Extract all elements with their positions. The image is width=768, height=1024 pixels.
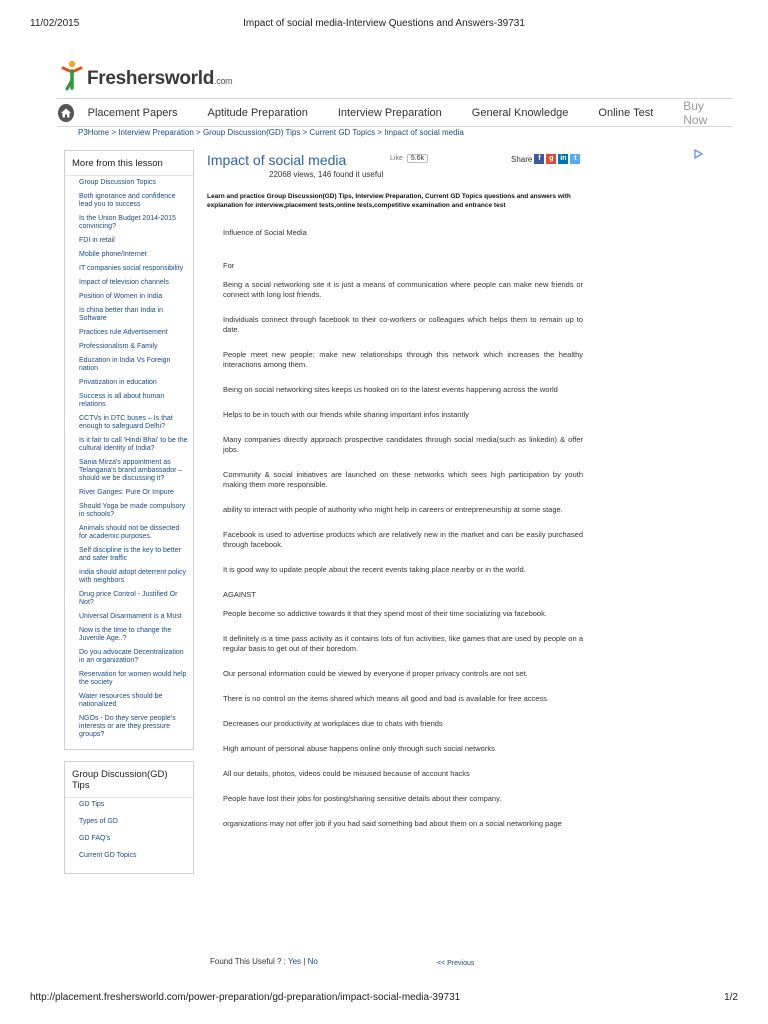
nav-online-test[interactable]: Online Test [598,106,654,119]
for-point: Facebook is used to advertise products which are relatively new in the market and can be easily purchased through facebook. [223,530,583,549]
lesson-link[interactable]: Drug price Control - Justified Or Not? [79,591,178,606]
print-title: Impact of social media-Interview Questions and Answers-39731 [243,18,525,29]
for-points [223,280,583,575]
lesson-link[interactable]: Privatization in education [79,379,157,386]
main-nav [57,98,733,127]
lesson-link[interactable]: Should Yoga be made compulsory in schools? [79,503,186,518]
against-point: People become so addictive towards it that they spend most of their time socializing via facebook. [223,609,547,618]
print-header [30,18,738,32]
lesson-link[interactable]: Universal Disarmament is a Must [79,613,182,620]
lesson-link[interactable]: Group Discussion Topics [79,179,156,186]
logo-text: Freshersworld.com [87,68,233,89]
like-label[interactable]: Like [390,155,403,162]
google-plus-icon[interactable]: g [546,154,556,164]
against-points [223,609,583,829]
useful-label: Found This Useful ? : [210,957,286,966]
lesson-link[interactable]: Animals should not be dissected for academic purposes. [79,525,180,540]
gd-tips-link[interactable]: Current GD Topics [79,852,137,859]
share-label: Share [511,154,533,164]
for-heading: For [223,261,235,270]
for-point: Being a social networking site it is just a means of communication where people can make new friends or connect with long lost friends. [223,280,583,299]
nav-placement-papers[interactable]: Placement Papers [87,106,178,119]
lesson-box [64,150,194,750]
useful-yes-link[interactable]: Yes [287,957,302,966]
lesson-link[interactable]: Sania Mirza's appointment as Telangana's brand ambassador – should we be discussing it? [79,459,183,482]
share-widget [511,154,580,164]
against-point: All our details, photos, videos could be misused because of account hacks [223,769,470,778]
lesson-link[interactable]: Education in India Vs Foreign nation [79,357,171,372]
for-point: ability to interact with people of authority who might help in careers or entrepreneurship at some stage. [223,505,563,514]
for-point: Helps to be in touch with our friends while sharing important infos instantly [223,410,469,419]
nav-interview-preparation[interactable]: Interview Preparation [337,106,442,119]
lesson-link[interactable]: Now is the time to change the Juvenile Age..? [79,627,172,642]
linkedin-icon[interactable]: in [560,155,567,162]
facebook-icon[interactable]: f [534,154,544,164]
print-url: http://placement.freshersworld.com/power-preparation/gd-preparation/impact-social-media-39731 [30,992,461,1003]
lesson-link[interactable]: Professionalism & Family [79,343,158,350]
against-point: People have lost their jobs for posting/sharing sensitive details about their company. [223,794,502,803]
gd-tips-link[interactable]: GD Tips [79,801,105,808]
lesson-link[interactable]: Reservation for women would help the society [79,671,187,686]
twitter-icon[interactable]: t [570,154,580,164]
for-point: Community & social initiatives are launched on these networks which sees high participation by youth making them more responsible. [223,470,583,489]
home-icon[interactable] [58,104,74,122]
article-header [207,150,591,172]
lesson-link[interactable]: Self discipline is the key to better and safer traffic [79,547,181,562]
gd-tips-link[interactable]: Types of GD [79,818,118,825]
lesson-link[interactable]: Position of Women in India [79,293,163,300]
lesson-list [65,176,193,749]
against-point: Our personal information could be viewed by everyone if proper privacy controls are not set. [223,669,528,678]
gd-tips-box [64,761,194,874]
freshersworld-logo[interactable] [60,58,232,92]
lesson-link[interactable]: Mobile phone/Internet [79,251,147,258]
nav-aptitude-preparation[interactable]: Aptitude Preparation [207,106,308,119]
lesson-link[interactable]: Do you advocate Decentralization in an organization? [79,649,184,664]
article-title: Impact of social media [207,152,347,168]
for-point: People meet new people; make new relationships through this network which increases the healthy interactions among them. [223,350,583,369]
useful-separator: | [303,957,306,966]
lesson-link[interactable]: NGOs - Do they serve people's interests or are they pressure groups? [79,715,176,738]
print-page-number: 1/2 [724,992,738,1003]
sidebar [64,150,194,874]
against-point: organizations may not offer job if you had said something bad about them on a social networking page [223,819,562,828]
gd-tips-link[interactable]: GD FAQ's [79,835,111,842]
view-count: 22068 views, 146 found it useful [269,170,384,179]
nav-general-knowledge[interactable]: General Knowledge [471,106,569,119]
for-point: It is good way to update people about the recent events taking place nearby or in the world. [223,565,526,574]
lesson-link[interactable]: Success is all about human relations [79,393,165,408]
lesson-link[interactable]: River Ganges: Pure Or Impure [79,489,174,496]
article [207,150,591,844]
lesson-link[interactable]: Both ignorance and confidence lead you to success [79,193,176,208]
lesson-link[interactable]: Is china better than India in Software [79,307,164,322]
lesson-link[interactable]: IT companies social responsibility [79,265,184,272]
lesson-link[interactable]: FDI in retail [79,237,115,244]
lesson-link[interactable]: CCTVs in DTC buses – Is that enough to safeguard Delhi? [79,415,173,430]
for-point: Individuals connect through facebook to their co-workers or colleagues which helps them to remain up to date. [223,315,583,334]
lesson-link[interactable]: Water resources should be nationalized [79,693,163,708]
gd-tips-title: Group Discussion(GD) Tips [65,762,193,798]
against-point: There is no control on the items shared which means all good and bad is available for free access. [223,694,550,703]
useful-no-link[interactable]: No [307,957,318,966]
article-intro: Influence of Social Media [223,228,307,237]
print-footer [30,992,738,1006]
lesson-link[interactable]: Is it fair to call 'Hindi Bhai' to be the cultural identity of India? [79,437,188,452]
lesson-link[interactable]: India should adopt deterrent policy with neighbors [79,569,187,584]
useful-feedback [210,957,318,966]
against-point: High amount of personal abuse happens online only through such social networks [223,744,495,753]
logo-figure-icon [60,58,86,92]
for-point: Many companies directly approach prospective candidates through social media(such as linkedin) & offer jobs. [223,435,583,454]
against-heading: AGAINST [223,590,256,599]
for-point: Being on social networking sites keeps us hooked on to the latest events happening across the world [223,385,558,394]
article-body [223,228,583,829]
lesson-box-title: More from this lesson [65,151,193,176]
buy-now-link[interactable]: Buy Now [683,98,708,127]
article-description: Learn and practice Group Discussion(GD) Tips, Interview Preparation, Current GD Topics questions and answers with explanation for interview,placement tests,online tests,competitive examination and entrance test [207,193,571,209]
like-count: 5.6k [407,154,428,163]
print-date: 11/02/2015 [30,18,80,29]
against-point: Decreases our productivity at workplaces due to chats with friends [223,719,443,728]
ad-choices-icon[interactable] [694,146,703,164]
lesson-link[interactable]: Practices rule Advertisement [79,329,168,336]
previous-link[interactable]: << Previous [437,960,475,967]
breadcrumb[interactable]: P3Home > Interview Preparation > Group Discussion(GD) Tips > Current GD Topics > Impact of social media [78,128,464,137]
lesson-link[interactable]: Is the Union Budget 2014-2015 convincing? [79,215,176,230]
against-point: It definitely is a time pass activity as it contains lots of fun activities, like games that are used by people on a regular basis to get out of their boredom. [223,634,583,653]
lesson-link[interactable]: Impact of television channels [79,279,169,286]
like-widget[interactable] [390,154,428,163]
gd-tips-list [65,798,193,873]
